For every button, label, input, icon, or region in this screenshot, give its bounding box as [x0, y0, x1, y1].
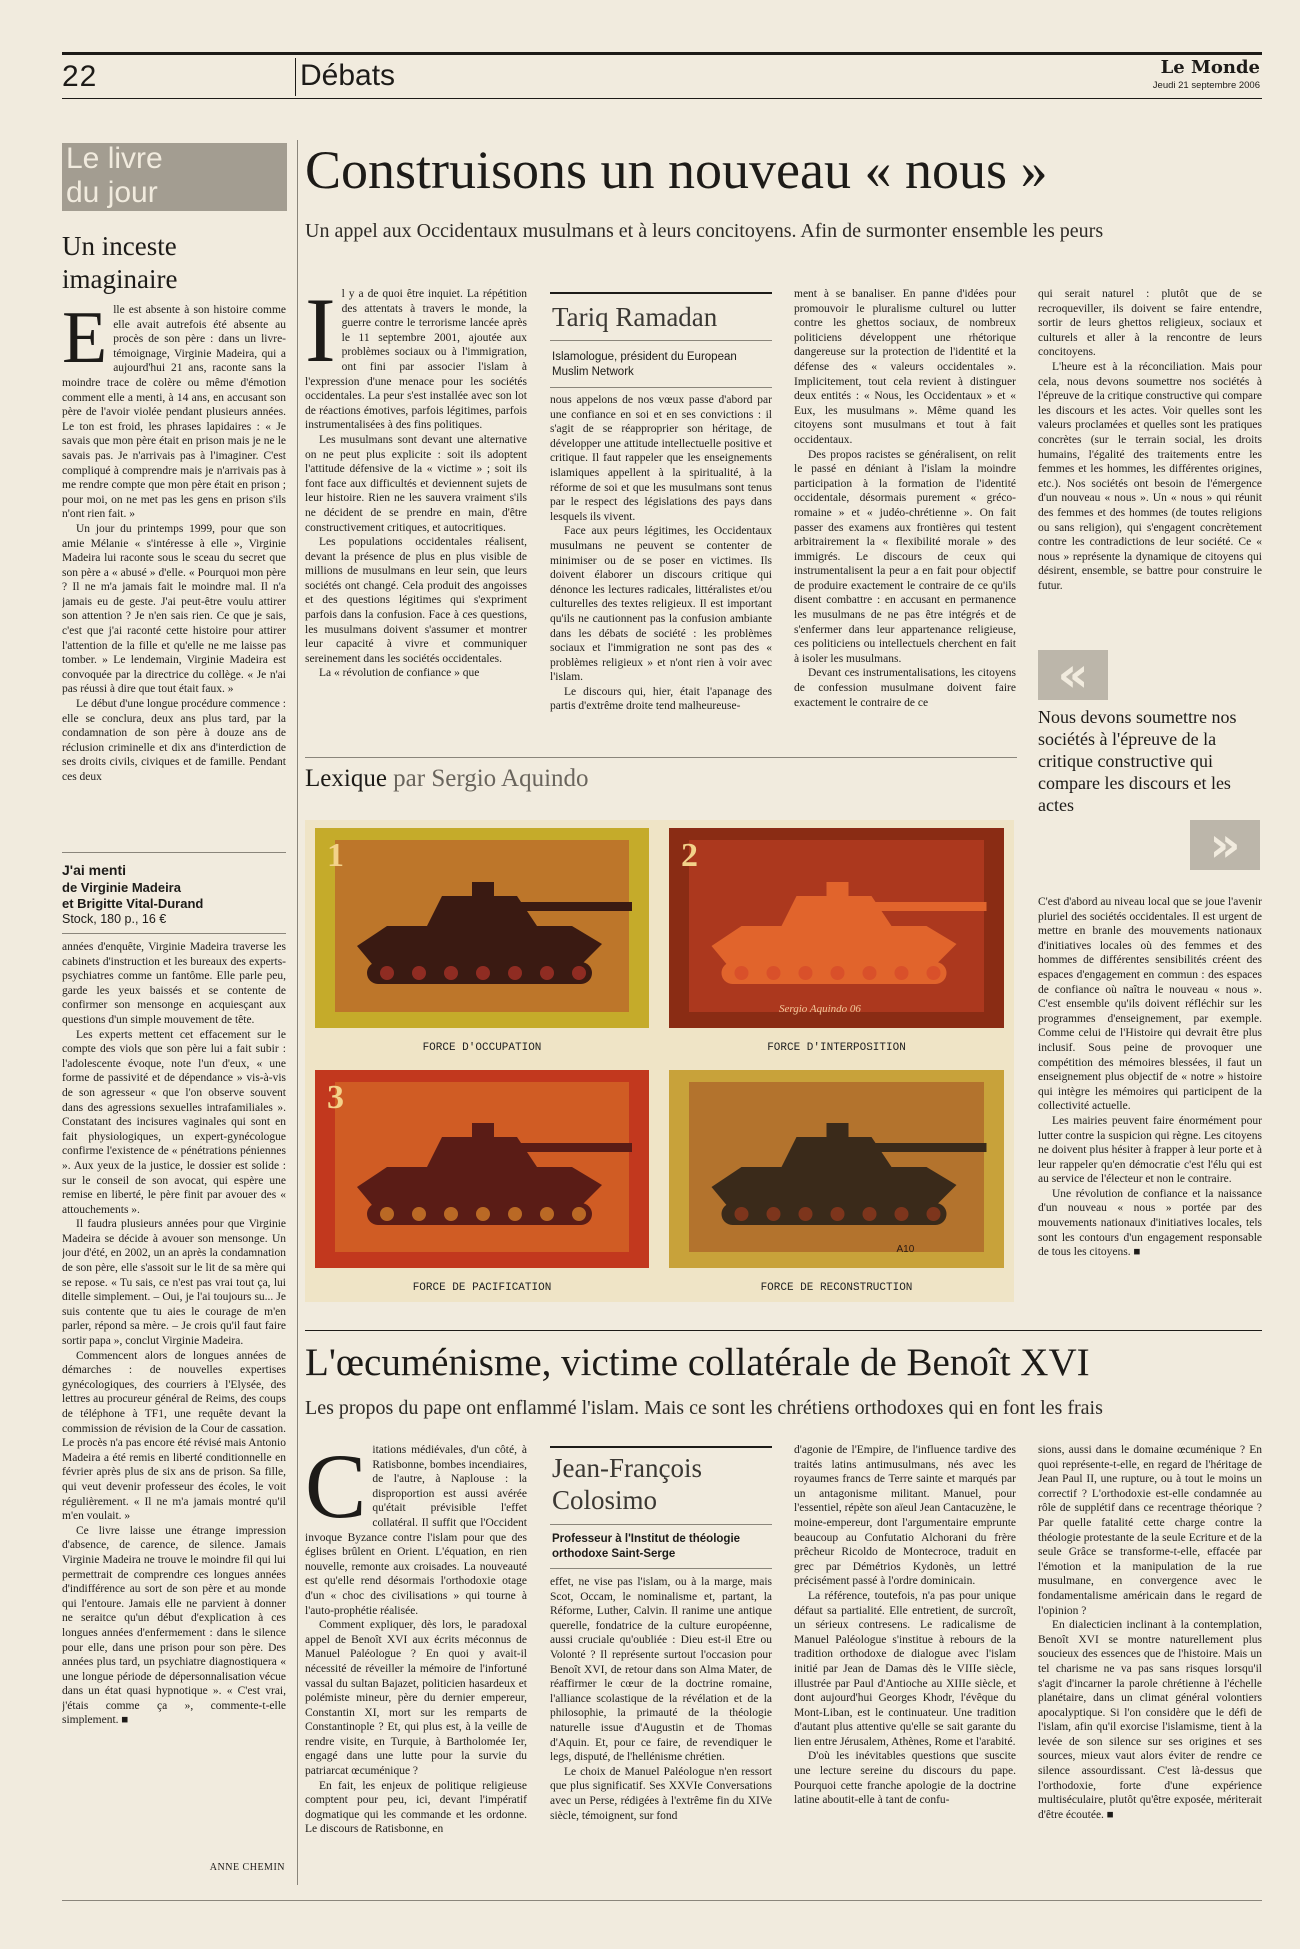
tank-wheel	[444, 966, 458, 980]
tank-wheel	[799, 1207, 813, 1221]
author-box-bottom-rule	[550, 1568, 772, 1569]
article2-paragraph: En dialecticien inclinant à la contemplation, Benoît XVI se montre naturellement plus soucieux des essences que de l'histoire. Mais un tel charisme ne va pas sans risques lorsqu'il s'agit d'incarner la parole chrétienne à l'échelle planétaire, dans un climat général volontiers apocalyptique. Si l'on considère que le défi de l'islam, afin qu'il exorcise l'islamisme, tient à la levée de son silence sur ses origines et ses sources, mieux vaut alors éviter de rendre ce silence assourdissant. C'est là-dessus que l'orthodoxie, forte d'une expérience multiséculaire, plutôt qu'être exposée, mériterait d'être écoutée. ■	[1038, 1619, 1262, 1821]
newspaper-logo: Le Monde	[1160, 57, 1260, 78]
lexique-panel-pacification	[305, 1062, 659, 1302]
article1-paragraph: C'est d'abord au niveau local que se joue l'avenir pluriel des sociétés occidentales. Il est urgent de mettre en branle des mouvements nationaux d'initiatives locales où des femmes et des hommes de différentes sensibilités créent des espaces d'engagement en commun : des espaces de confiance où naîtra le nouveau « nous ». C'est ensemble qu'ils doivent réfléchir sur les programmes d'enseignement, par exemple. Comme celui de l'Histoire qui devrait être plus inclusif. Sous peine de provoquer une compétition des mémoires blessées, il faut un enseignement plus objectif de « notre » histoire qui intègre les mémoires qui participent de la collectivité actuelle.	[1038, 896, 1262, 1113]
article1-col4b	[1038, 895, 1262, 1320]
article1-paragraph: Face aux peurs légitimes, les Occidentaux musulmans ne peuvent se contenter de minimiser ou de se poser en victimes. Ils doivent élaborer un discours critique qui dénonce les lectures radicales, littéralistes et/ou culturelles des textes religieux. Il est important qu'ils ne cautionnent pas la confusion ambiante dans les débats de société : les problèmes sociaux et l'immigration ne sont pas des « problèmes religieux » et n'ont rien à voir avec l'islam.	[550, 525, 772, 684]
lexique-panel-interposition	[659, 820, 1014, 1062]
tank-hull	[357, 926, 602, 964]
lexique-label: Lexique	[305, 765, 387, 792]
tank-hull	[357, 1167, 602, 1205]
article2-paragraph: En fait, les enjeux de politique religieuse comptent pour peu, ici, devant l'impératif dogmatique qui les commande et les ordonne. Le discours de Ratisbonne, en	[305, 1779, 527, 1836]
livre-body-continued	[62, 940, 286, 1858]
article2-author-title: Professeur à l'Institut de théologie orthodoxe Saint-Serge	[552, 1533, 741, 1560]
article1-paragraph: Le discours qui, hier, était l'apanage des partis d'extrême droite tend malheureuse-	[550, 685, 772, 713]
author-box-rule	[550, 292, 772, 294]
article1-paragraph: Les populations occidentales réalisent, devant la présence de plus en plus visible de millions de musulmans en leur sein, que leurs sociétés ont changé. Cela produit des angoisses et des questions légitimes qui s'expriment parfois dans la confusion. Face à ces questions, les musulmans doivent s'assumer et montrer leur capacité à vivre et communiquer sereinement dans les sociétés occidentales.	[305, 536, 527, 665]
page-bottom-rule	[62, 1900, 1262, 1901]
tank-gun	[512, 902, 632, 911]
article2-paragraph: d'agonie de l'Empire, de l'influence tardive des traités latins antimusulmans, nés avec les royaumes francs de Terre sainte et marqués par un antagonisme militant. Manuel, pour l'essentiel, répète son aïeul Jean Cantacuzène, le moine-empereur, dont l'argumentaire emprunte beaucoup au Confutatio Alchorani du frère prêcheur Ricoldo de Montecroce, traduit en grec par Démétrios Kydonès, un lettré précisément passé à l'ordre dominicain.	[794, 1444, 1016, 1588]
tank-illustration	[659, 1062, 1014, 1302]
tank-wheel	[412, 1207, 426, 1221]
livre-paragraph: Un jour du printemps 1999, pour que son amie Mélanie « s'intéresse à elle », Virginie Madeira lui raconte sous le sceau du secret que son père a « abusé » d'elle. « Pourquoi mon père ? Il ne m'a jamais fait le moindre mal. Il n'a jamais eu de geste. J'ai peut-être voulu attirer son attention ? Je n'en sais rien. Ce que je sais, c'est que j'ai raconté cette histoire pour attirer l'attention de la fille et qu'elle ne me laisse pas tomber. » Le lendemain, Virginie Madeira est convoquée par la directrice du collège. « Je n'ai pas réussi à dire que tout était faux. »	[62, 522, 286, 696]
panel-caption: FORCE DE RECONSTRUCTION	[760, 1282, 913, 1294]
tank-wheel	[380, 966, 394, 980]
article1-paragraph: Une révolution de confiance et la naissance d'un nouveau « nous » portée par des mouvements nationaux d'initiatives locales, tels sont les contours d'un engagement responsable de tous les citoyens. ■	[1038, 1187, 1262, 1259]
article2-top-rule	[305, 1330, 1262, 1331]
tank-hatch	[472, 882, 494, 896]
article1-author-name: Tariq Ramadan	[552, 302, 718, 332]
tank-wheel	[572, 1207, 586, 1221]
tank-wheel	[508, 966, 522, 980]
article1-dropcap: I	[305, 287, 336, 381]
panel-caption: FORCE D'OCCUPATION	[422, 1042, 542, 1054]
livre-body	[62, 303, 286, 843]
tank-hatch	[827, 1123, 849, 1137]
tank-wheel	[735, 1207, 749, 1221]
page-number: 22	[62, 60, 98, 93]
article2-paragraph: effet, ne vise pas l'islam, ou à la marge, mais Scot, Occam, le nominalisme et, partant, la Réforme, Luther, Calvin. Il ranime une antique querelle, fondatrice de la culture européenne, aussi cruciale qu'oubliée : Dieu est-il Etre ou Volonté ? Il représente surtout l'occasion pour Benoît XVI, de retour dans son Alma Mater, de réaffirmer le cœur de la doctrine romaine, l'alliance scolastique de la révélation et de la philosophie, la primauté de la théologie naturelle issue d'Augustin et de Thomas d'Aquin. Et, pour ce faire, de revendiquer le legs, disputé, de l'hellénisme chrétien.	[550, 1576, 772, 1764]
column-divider	[297, 140, 298, 1885]
tank-wheel	[540, 966, 554, 980]
tank-gun	[867, 902, 987, 911]
author-box-dotted-rule	[550, 340, 772, 341]
tank-wheel	[476, 1207, 490, 1221]
tank-wheel	[572, 966, 586, 980]
article2-dropcap: C	[305, 1443, 367, 1537]
pullquote-close-marks: »	[1190, 820, 1260, 870]
lexique-author: par Sergio Aquindo	[393, 765, 589, 792]
pullquote-text: Nous devons soumettre nos sociétés à l'épreuve de la critique constructive qui compare les discours et les actes	[1038, 707, 1237, 815]
panel-number: 3	[327, 1079, 344, 1116]
article2-col4	[1038, 1443, 1262, 1891]
livre-label: Le livre du jour	[66, 142, 163, 209]
top-rule	[62, 52, 1262, 55]
article1-col1	[305, 287, 527, 747]
lexique-top-rule	[305, 757, 1017, 758]
panel-number: 1	[327, 837, 344, 874]
tank-hatch	[472, 1123, 494, 1137]
livre-paragraph: Le début d'une longue procédure commence : elle se conclura, deux ans plus tard, par la condamnation de son père à douze ans de réclusion criminelle et dix ans d'interdiction de ses droits civils, civiques et de famille. Pendant ces deux	[62, 698, 286, 783]
panel-number: 2	[681, 837, 698, 874]
book-title: J'ai menti	[62, 862, 127, 878]
tank-wheel	[444, 1207, 458, 1221]
panel-caption: FORCE D'INTERPOSITION	[767, 1042, 906, 1054]
article1-paragraph: l y a de quoi être inquiet. La répétition des attentats à travers le monde, la guerre contre le terrorisme lancée après le 11 septembre 2001, ajoutée aux problèmes sociaux ou à l'immigration, ont fini par associer l'islam à l'expression d'une menace pour les sociétés occidentales. La peur s'est installée avec son lot de réactions émotives, parfois légitimes, parfois instrumentalisées à des fins politiques.	[305, 288, 527, 432]
article1-paragraph: Des propos racistes se généralisent, on relit le passé en déniant à l'islam la moindre participation à la formation de l'identité occidentale, désormais purement « gréco-romaine » et « judéo-chrétienne ». On fait passer des examens aux frontières qui testent arbitrairement la « flexibilité morale » des immigrés. Le discours de ceux qui instrumentalisent la peur a en fait pour objectif de produire exactement le contraire de ce qu'ils disent combattre : en accusant en permanence les musulmans de ne pas être intégrés et de s'enfermer dans leur appartenance religieuse, ces politiciens ou intellectuels cherchent en fait à isoler les musulmans.	[794, 448, 1016, 665]
tank-wheel	[895, 966, 909, 980]
article2-author-name: Jean-François Colosimo	[552, 1453, 702, 1515]
tank-illustration	[305, 1062, 659, 1302]
article1-headline: Construisons un nouveau « nous »	[305, 140, 1048, 200]
artist-signature: Sergio Aquindo 06	[779, 1003, 861, 1015]
tank-gun	[867, 1143, 987, 1152]
article2-col2	[550, 1575, 772, 1891]
tank-wheel	[540, 1207, 554, 1221]
article1-paragraph: Les musulmans sont devant une alternative on ne peut plus explicite : soit ils adoptent l'attitude défensive de la « victime » ; soit ils font face aux difficultés et deviennent sujets de leur histoire. Rien ne les sauvera vraiment s'ils ne décident de se prendre en main, d'être constructivement critiques, et autocritiques.	[305, 433, 527, 534]
author-box-dotted-rule	[550, 1524, 772, 1525]
article1-paragraph: ment à se banaliser. En panne d'idées pour promouvoir le pluralisme culturel ou lutter contre les ghettos sociaux, de nombreux politiciens développent une rhétorique dangereuse sur la protection de l'identité et la défense des « valeurs occidentales ». Implicitement, tout cela revient à distinguer deux entités : « Nous, les Occidentaux » et « Eux, les musulmans ». Même quand les citoyens sont musulmans et tout à fait occidentaux.	[794, 288, 1016, 446]
tank-gun	[512, 1143, 632, 1152]
tank-hull	[712, 926, 957, 964]
book-authors: et Brigitte Vital-Durand	[62, 896, 204, 911]
livre-paragraph: années d'enquête, Virginie Madeira traverse les cabinets d'instruction et les bureaux des experts-psychiatres comme un fantôme. Elle parle peu, garde les yeux baissés et se contente de confirmer son mensonge en acquiesçant aux questions d'un simple mouvement de tête.	[62, 941, 286, 1026]
article1-col2	[550, 393, 772, 747]
tank-wheel	[863, 966, 877, 980]
livre-paragraph: Les experts mettent cet effacement sur le compte des viols que son père lui a fait subir : l'adolescente évoque, note l'un d'eux, « une forme de passivité et de dépendance » vis-à-vis de son agresseur « que l'on observe souvent dans des agressions sexuelles intrafamiliales ». Constatant des incisures vaginales qui sont en fait physiologiques, un expert-gynécologue confirme l'existence de « pénétrations péniennes ». Aux yeux de la justice, le dossier est solide : sur le conseil de son avocat, qui espère une remise en liberté, le père finit par avouer des « attouchements ».	[62, 1028, 286, 1216]
lexique-panel-occupation	[305, 820, 659, 1062]
author-box-bottom-rule	[550, 387, 772, 388]
article2-paragraph: sions, aussi dans le domaine œcuménique ? En quoi représente-t-elle, en regard de l'héritage de Jean Paul II, une rupture, ou à tout le moins un correctif ? L'orthodoxie est-elle condamnée au rôle de supplétif dans ce recentrage théorique ? Par quelle fatalité cette charge contre la théologie protestante de la seule Ecriture et de la seule Grâce se transforme-t-elle, effacée par l'émotion et la manipulation de la rue musulmane, en convergence avec le fondamentalisme américain dans le regard de l'opinion ?	[1038, 1444, 1262, 1617]
tank-wheel	[380, 1207, 394, 1221]
article2-paragraph: Comment expliquer, dès lors, le paradoxal appel de Benoît XVI aux écrits méconnus de Manuel Paléologue ? En quoi y avait-il nécessité de réveiller la mémoire de l'infortuné vassal du sultan Bajazet, politicien hasardeux et polémiste mineur, père du dernier empereur, Constantin XI, mort sur les remparts de Constantinople ? Et, qui plus est, à la veille de rendre visite, en Turquie, à Bartholomée Ier, engagé dans une lutte pour la survie du patriarcat œcuménique ?	[305, 1619, 527, 1778]
masthead-divider	[295, 58, 296, 96]
article2-col3	[794, 1443, 1016, 1891]
article2-headline: L'œcuménisme, victime collatérale de Benoît XVI	[305, 1341, 1090, 1384]
tank-wheel	[831, 1207, 845, 1221]
book-info-rule	[62, 852, 286, 853]
tank-wheel	[767, 966, 781, 980]
tank-wheel	[767, 1207, 781, 1221]
tank-wheel	[831, 966, 845, 980]
article1-paragraph: Les mairies peuvent faire énormément pour lutter contre la suspicion qui règne. Les citoyens ne doivent plus hésiter à frapper à leur porte et à leur rappeler qu'en démocratie c'est l'élu qui est au service de l'électeur et non le contraire.	[1038, 1114, 1262, 1186]
tank-wheel	[799, 966, 813, 980]
tank-hull	[712, 1167, 957, 1205]
section-title: Débats	[300, 59, 396, 92]
article1-standfirst: Un appel aux Occidentaux musulmans et à leurs concitoyens. Afin de surmonter ensemble les peurs	[305, 220, 1104, 242]
book-info-rule	[62, 933, 286, 934]
livre-paragraph: Commencent alors de longues années de démarches : de nouvelles expertises gynécologiques, des courriers à l'Elysée, des lettres au procureur général de Reims, des coups de téléphone à TF1, une requête devant la commission de révision de la Cour de cassation. Le procès n'a pas encore été révisé mais Antonio Madeira a été remis en liberté conditionnelle en février après plus de six ans de prison. Sa fille, qui veut devenir professeur des écoles, le voit régulièrement. « Il ne m'a jamais montré qu'il m'en voulait. »	[62, 1349, 286, 1523]
livre-dropcap: E	[62, 303, 108, 379]
tank-wheel	[927, 1207, 941, 1221]
panel-caption: FORCE DE PACIFICATION	[412, 1282, 552, 1294]
article2-paragraph: D'où les inévitables questions que suscite une lecture sereine du discours du pape. Pourquoi cette franche apologie de la doctrine latine aboutit-elle à tant de confu-	[794, 1750, 1016, 1807]
masthead-bottom-rule	[62, 98, 1262, 99]
tank-illustration	[305, 820, 659, 1062]
livre-signature: ANNE CHEMIN	[209, 1862, 285, 1873]
article1-col4	[1038, 287, 1262, 635]
tank-marking: A10	[896, 1244, 915, 1255]
book-authors: de Virginie Madeira	[62, 880, 181, 895]
tank-wheel	[476, 966, 490, 980]
issue-date: Jeudi 21 septembre 2006	[1152, 80, 1260, 91]
article2-paragraph: La référence, toutefois, n'a pas pour unique défaut sa partialité. Elle entretient, de surcroît, un sérieux contresens. Le radicalisme de Manuel Paléologue s'institue à rebours de la tradition orthodoxe de dialogue avec l'islam initié par Jean de Damas dès le VIIIe siècle, illustrée par Paul d'Antioche au XIIIe siècle, et dont aujourd'hui Georges Khodr, l'évêque du Mont-Liban, est le continuateur. Une tradition d'autant plus attentive qu'elle se sait garante du lien entre Jérusalem, Athènes, Rome et l'arabité.	[794, 1589, 1016, 1748]
lexique-panel-reconstruction	[659, 1062, 1014, 1302]
article1-col3	[794, 287, 1016, 747]
author-box-rule	[550, 1446, 772, 1448]
tank-wheel	[927, 966, 941, 980]
lexique-title	[305, 763, 589, 795]
livre-paragraph: Ce livre laisse une étrange impression d'absence, de carence, de silence. Jamais Virginie Madeira ne trouve le moindre fil qui lui permettrait de comprendre ces longues années d'indifférence au sort de son père et au monde qui l'entoure. Jamais elle ne parvient à donner ne seraitce qu'un début d'explication à ces longues années d'enfermement : dans le silence pour elle, dans une prison pour son père. Des années plus tard, un psychiatre diagnostiquera « une longue période de dépersonnalisation vécue dans un état quasi hypnotique ». « C'est vrai, j'étais comme ça », commente-t-elle simplement. ■	[62, 1524, 286, 1727]
article2-paragraph: itations médiévales, d'un côté, à Ratisbonne, bombes incendiaires, de l'autre, à Naplouse : la disproportion est aussi avérée qu'était prévisible l'effet collatéral. Il suffit que l'Occident invoque Byzance contre l'islam pour que des églises brûlent en Orient. L'équation, en rien nouvelle, remonte aux croisades. La nouveauté est qu'elle rend désormais l'orthodoxie otage d'un « choc des civilisations » qui tourne à l'auto-prophétie réalisée.	[305, 1444, 527, 1617]
article1-paragraph: La « révolution de confiance » que	[319, 667, 480, 680]
article2-standfirst: Les propos du pape ont enflammé l'islam. Mais ce sont les chrétiens orthodoxes qui en font les frais	[305, 1397, 1103, 1419]
article2-col1	[305, 1443, 527, 1891]
pullquote-open-marks: «	[1038, 650, 1108, 700]
livre-paragraph: lle est absente à son histoire comme elle avait autrefois été absente au procès de son père : dans un livre-témoignage, Virginie Madeira, qui a aujourd'hui 21 ans, raconte sans la moindre trace de colère ou même d'émotion comment elle a menti, à 14 ans, en accusant son père de l'avoir violée pendant plusieurs années. Le ton est froid, les phrases lapidaires : « Je savais que mon père était en prison mais je ne le savais pas. Je n'arrivais pas à l'imaginer. C'est compliqué à comprendre mais je n'arrivais pas à me rendre compte que mon père était en prison ; pour moi, on ne met pas les gens en prison s'ils n'ont rien fait. »	[62, 304, 286, 521]
tank-wheel	[508, 1207, 522, 1221]
tank-hatch	[827, 882, 849, 896]
article2-paragraph: Le choix de Manuel Paléologue n'en ressort que plus significatif. Ses XXVIe Conversations avec un Perse, rédigées à l'extrême fin du XIVe siècle, témoignent, sur fond	[550, 1765, 772, 1822]
livre-headline: Un inceste imaginaire	[62, 231, 178, 294]
tank-wheel	[895, 1207, 909, 1221]
livre-paragraph: Il faudra plusieurs années pour que Virginie Madeira se décide à avouer son mensonge. Un jour d'été, en 2002, un an après la condamnation de son père, elle s'assoit sur le lit de sa mère qui se repose. « Tu sais, ce n'est pas vrai tout ça, lui ditelle simplement. – Oui, je l'ai toujours su... Je suis contente que tu aies le courage de m'en parler, répond sa mère. – Je crois qu'il faut faire sortir papa », conclut Virginie Madeira.	[62, 1218, 286, 1348]
article1-author-title: Islamologue, président du European Muslim Network	[552, 351, 737, 378]
article1-paragraph: nous appelons de nos vœux passe d'abord par une confiance en soi et en ses convictions : il s'agit de se réapproprier son héritage, de développer une attitude intellectuelle positive et critique. Il faut rappeler que les enseignements islamiques appellent à la spiritualité, à la réforme de soi et que les musulmans sont tenus par le respect des législations des pays dans lesquels ils vivent.	[550, 394, 772, 523]
tank-wheel	[735, 966, 749, 980]
book-publisher: Stock, 180 p., 16 €	[62, 912, 167, 926]
article1-paragraph: Devant ces instrumentalisations, les citoyens de confession musulmane doivent faire exactement le contraire de ce	[794, 667, 1016, 709]
article1-paragraph: L'heure est à la réconciliation. Mais pour cela, nous devons soumettre nos sociétés à l'épreuve de la critique constructive qui compare les discours et les actes. Voir quelles sont les valeurs proclamées et quelles sont les pratiques concrètes (sur le terrain social, les droits humains, l'égalité des traitements entre les femmes et les hommes, les différentes origines, etc.). Nos sociétés ont besoin de l'émergence d'un nouveau « nous ». Un « nous » qui réunit des femmes et des hommes (de toutes religions ou sans religion), qui s'engagent concrètement contre les contradictions de leur société. Ce « nous » représente la dynamique de citoyens qui désirent, ensemble, se battre pour construire le futur.	[1038, 360, 1262, 592]
article1-paragraph: qui serait naturel : plutôt que de se recroqueviller, ils doivent se faire entendre, sortir de leurs ghettos religieux, sociaux et culturels et aller à la rencontre de leurs concitoyens.	[1038, 288, 1262, 359]
tank-wheel	[863, 1207, 877, 1221]
tank-wheel	[412, 966, 426, 980]
tank-illustration	[659, 820, 1014, 1062]
